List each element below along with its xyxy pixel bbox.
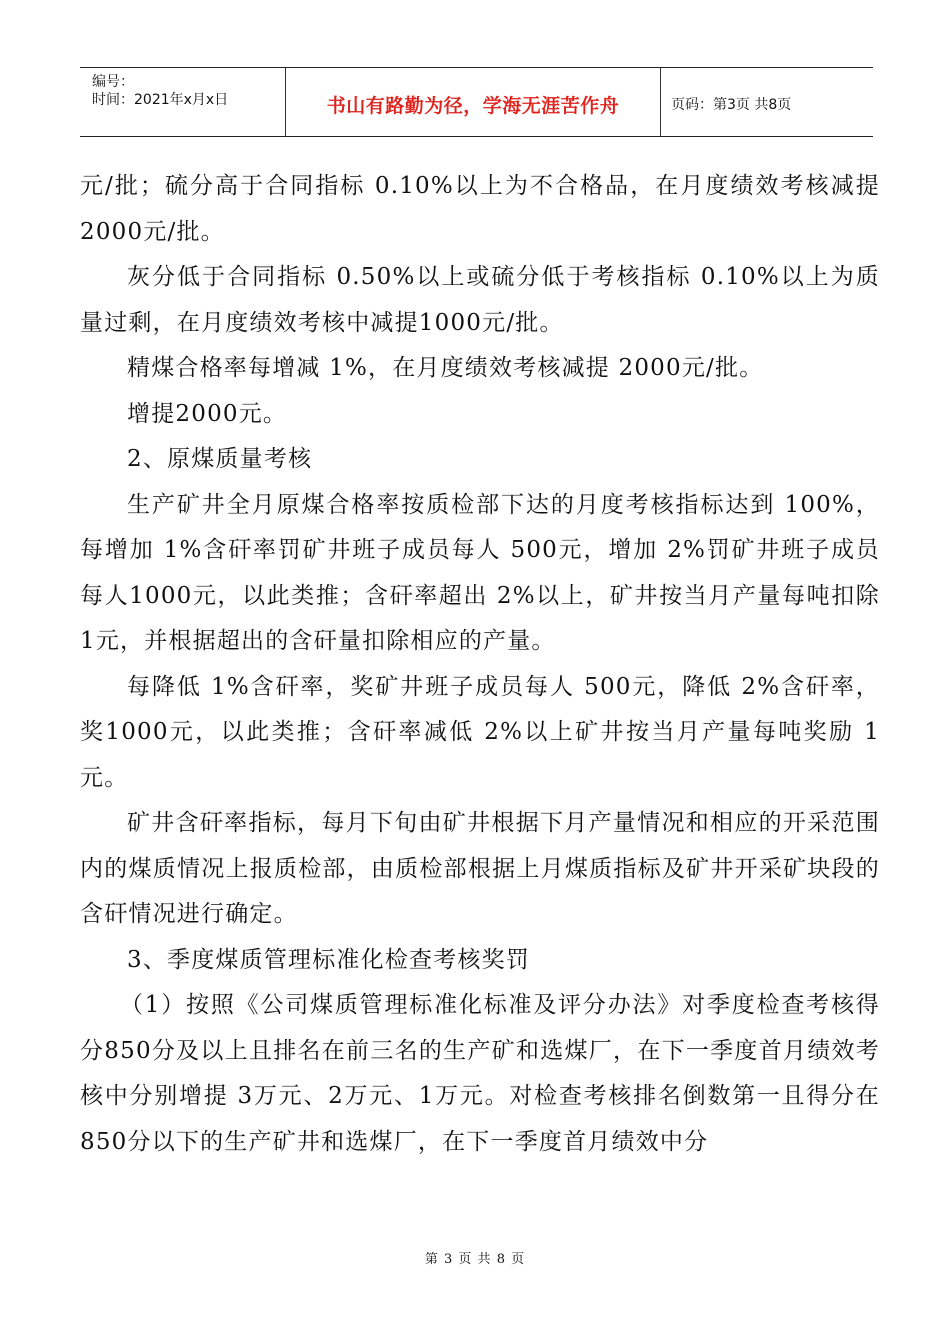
paragraph: 元/批；硫分高于合同指标 0.10%以上为不合格品，在月度绩效考核减提2000元/批。 <box>80 173 880 245</box>
document-body <box>80 164 880 1165</box>
paragraph: 增提2000元。 <box>127 400 288 427</box>
header-page-info: 页码：第3页 共8页 <box>671 97 792 113</box>
paragraph: 生产矿井全月原煤合格率按质检部下达的月度考核指标达到 100%，每增加 1%含矸率罚矿井班子成员每人 500元，增加 2%罚矿井班子成员每人1000元，以此类推；含矸率超出 2%以上，矿井按当月产量每吨扣除 1元，并根据超出的含矸量扣除相应的产量。 <box>80 491 880 654</box>
header-meta <box>80 68 285 136</box>
paragraph: 矿井含矸率指标，每月下旬由矿井根据下月产量情况和相应的开采范围内的煤质情况上报质检部，由质检部根据上月煤质指标及矿井开采矿块段的含矸情况进行确定。 <box>80 810 880 927</box>
section-heading: 2、原煤质量考核 <box>127 446 313 472</box>
doc-time-label: 时间：2021年x月x日 <box>92 92 229 108</box>
doc-number-label: 编号： <box>92 74 134 90</box>
section-heading: 3、季度煤质管理标准化检查考核奖罚 <box>127 946 531 973</box>
page-footer: 第 3 页 共 8 页 <box>424 1252 526 1267</box>
document-header <box>80 67 873 137</box>
paragraph: 每降低 1%含矸率，奖矿井班子成员每人 500元，降低 2%含矸率，奖1000元，以此类推；含矸率减低 2%以上矿井按当月产量每吨奖励 1元。 <box>80 673 880 791</box>
header-page-cell <box>661 68 873 136</box>
header-motto-cell <box>285 68 661 136</box>
paragraph: 灰分低于合同指标 0.50%以上或硫分低于考核指标 0.10%以上为质量过剩，在月度绩效考核中减提1000元/批。 <box>80 264 880 336</box>
paragraph: 精煤合格率每增减 1%，在月度绩效考核减提 2000元/批。 <box>127 355 764 381</box>
paragraph: （1）按照《公司煤质管理标准化标准及评分办法》对季度检查考核得分850分及以上且排名在前三名的生产矿和选煤厂，在下一季度首月绩效考核中分别增提 3万元、2万元、1万元。对检查考核排名倒数第一且得分在850分以下的生产矿井和选煤厂，在下一季度首月绩效中分 <box>80 992 880 1155</box>
header-motto: 书山有路勤为径，学海无涯苦作舟 <box>326 94 620 117</box>
